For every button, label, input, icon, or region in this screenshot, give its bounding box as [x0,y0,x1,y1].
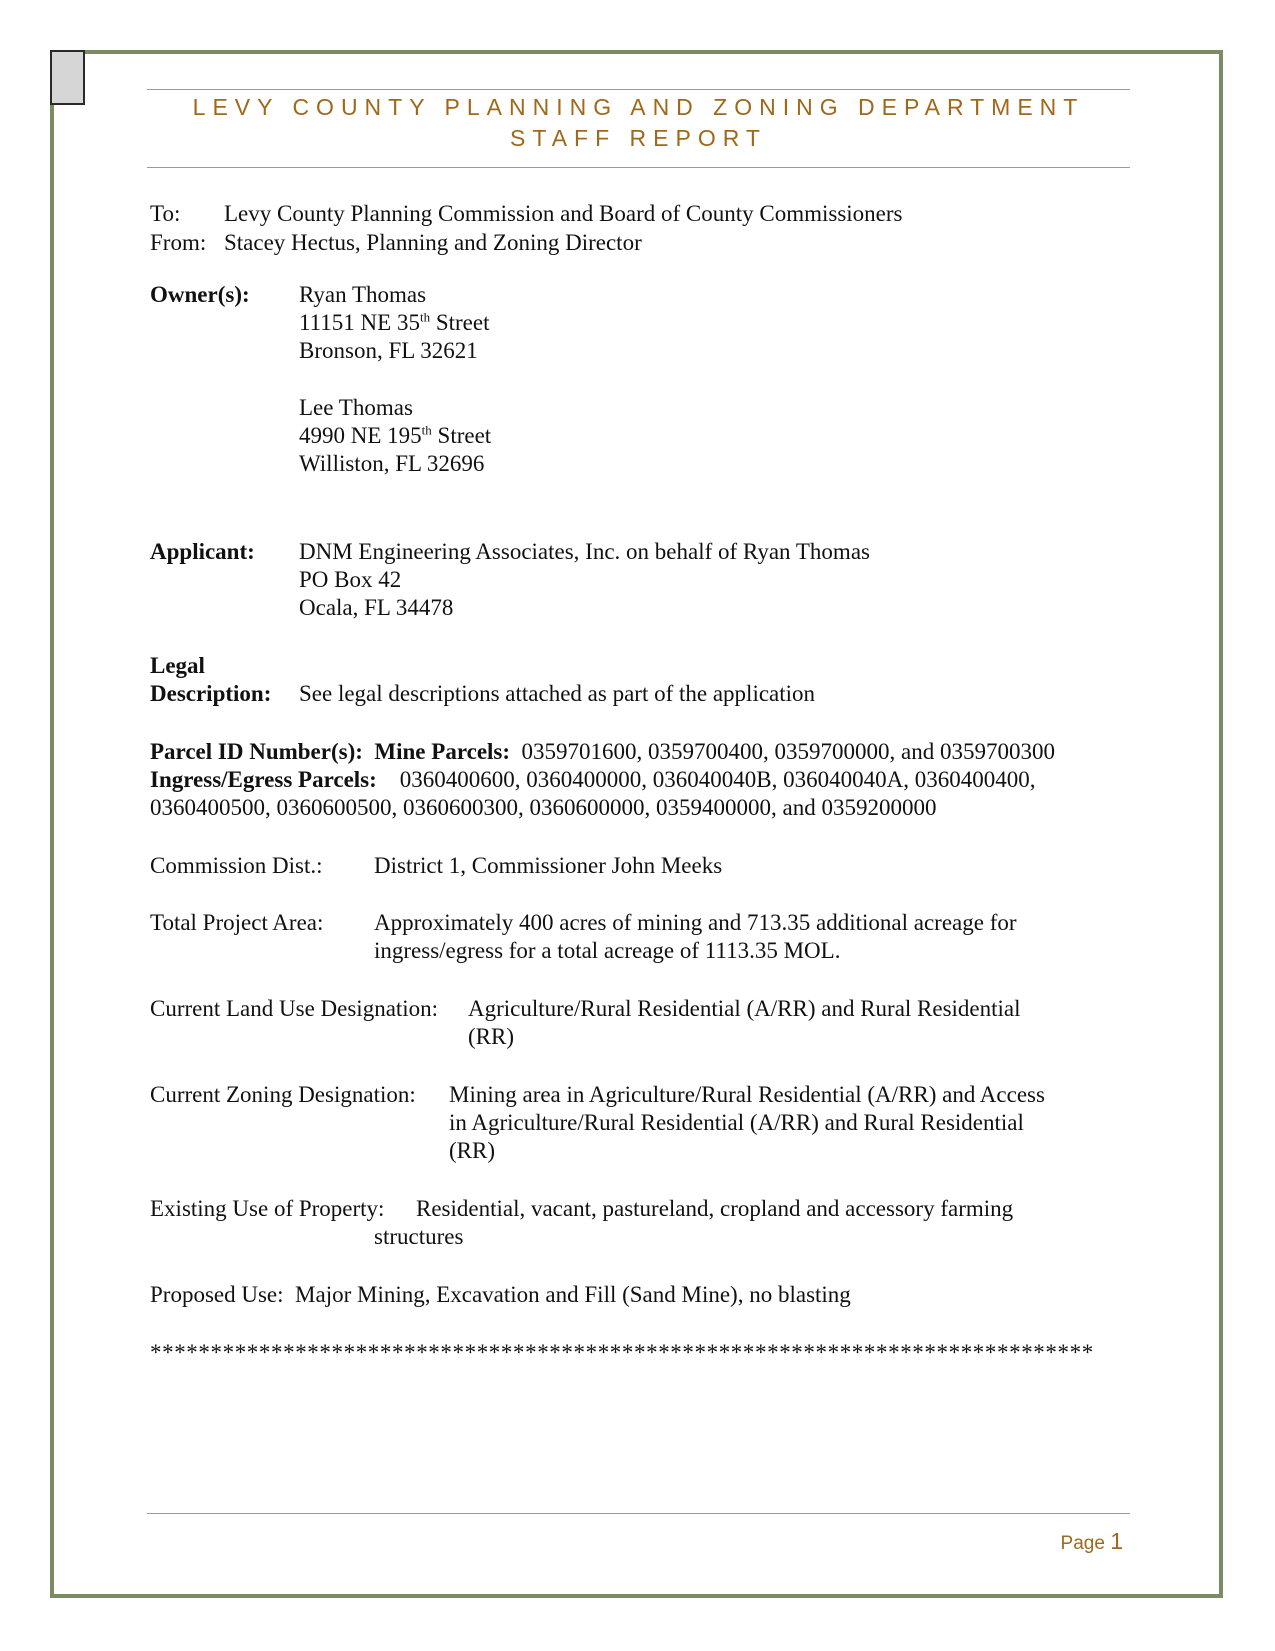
owner-1-street: 11151 NE 35th Street [299,309,490,335]
zoning-line-2: in Agriculture/Rural Residential (A/RR) and Rural Residential [449,1110,1024,1135]
owners-label: Owner(s): [150,282,250,307]
page-label: Page [1060,1533,1105,1554]
page-corner-marker [50,50,85,105]
existing-use-line-1: Residential, vacant, pastureland, cropland and accessory farming [416,1196,1014,1221]
proposed-use-label: Proposed Use: [150,1282,284,1307]
legal-value: See legal descriptions attached as part of the application [299,681,816,706]
existing-use-label: Existing Use of Property: [150,1196,385,1221]
to-value: Levy County Planning Commission and Board of County Commissioners [224,201,903,226]
zoning-label: Current Zoning Designation: [150,1082,416,1107]
page-number [1061,1528,1123,1555]
zoning-line-3: (RR) [449,1138,495,1163]
zoning-value [449,1081,1045,1165]
proposed-use-line [150,1281,851,1309]
owner-1-name: Ryan Thomas [299,282,427,307]
owner-2-name: Lee Thomas [299,395,413,420]
owner-2-city: Williston, FL 32696 [299,451,485,476]
land-use-value [468,995,1021,1051]
project-area-value [374,909,1017,965]
land-use-line-1: Agriculture/Rural Residential (A/RR) and Rural Residential [468,996,1021,1021]
asterisk-separator: ****************************************************************************** [150,1340,1094,1365]
report-title: STAFF REPORT [510,125,767,151]
project-area-line-1: Approximately 400 acres of mining and 713.35 additional acreage for [374,910,1017,935]
commission-value: District 1, Commissioner John Meeks [374,853,723,878]
applicant-label: Applicant: [150,539,255,564]
applicant-line-2: PO Box 42 [299,567,402,592]
mine-parcels-label: Mine Parcels: [374,739,511,764]
parcel-ingress-line [150,766,1036,794]
existing-use-value [374,1195,1013,1251]
legal-label-1: Legal [150,653,205,678]
owner-1-address [299,281,489,365]
footer-rule [147,1513,1130,1514]
owner-2-address [299,394,491,478]
mine-parcels-value: 0359701600, 0359700400, 0359700000, and 0359700300 [521,739,1055,764]
parcel-label: Parcel ID Number(s): [150,739,363,764]
zoning-line-1: Mining area in Agriculture/Rural Residential (A/RR) and Access [449,1082,1045,1107]
applicant-address [299,538,870,622]
owner-2-street: 4990 NE 195th Street [299,422,492,448]
proposed-use-value: Major Mining, Excavation and Fill (Sand Mine), no blasting [295,1282,851,1307]
ingress-parcels-label: Ingress/Egress Parcels: [150,767,377,792]
header-bottom-rule [147,167,1130,168]
applicant-line-3: Ocala, FL 34478 [299,595,454,620]
existing-use-line-2: structures [374,1224,464,1249]
legal-label-2: Description: [150,681,272,706]
applicant-line-1: DNM Engineering Associates, Inc. on behalf of Ryan Thomas [299,539,870,564]
ingress-parcels-value: 0360400600, 0360400000, 036040040B, 036040040A, 0360400400, [399,767,1036,792]
header-top-rule [147,89,1130,90]
owner-1-city: Bronson, FL 32621 [299,338,478,363]
project-area-label: Total Project Area: [150,910,324,935]
to-label: To: [150,201,181,226]
land-use-label: Current Land Use Designation: [150,996,439,1021]
land-use-line-2: (RR) [468,1024,514,1049]
department-title: LEVY COUNTY PLANNING AND ZONING DEPARTMENT [192,94,1085,120]
project-area-line-2: ingress/egress for a total acreage of 1113.35 MOL. [374,938,841,963]
page-number-value: 1 [1110,1528,1123,1554]
commission-label: Commission Dist.: [150,853,323,878]
parcel-mine-line [150,738,1055,766]
ingress-parcels-value-2: 0360400500, 0360600500, 0360600300, 0360600000, 0359400000, and 0359200000 [150,795,937,820]
from-value: Stacey Hectus, Planning and Zoning Director [224,230,642,255]
from-label: From: [150,230,207,255]
